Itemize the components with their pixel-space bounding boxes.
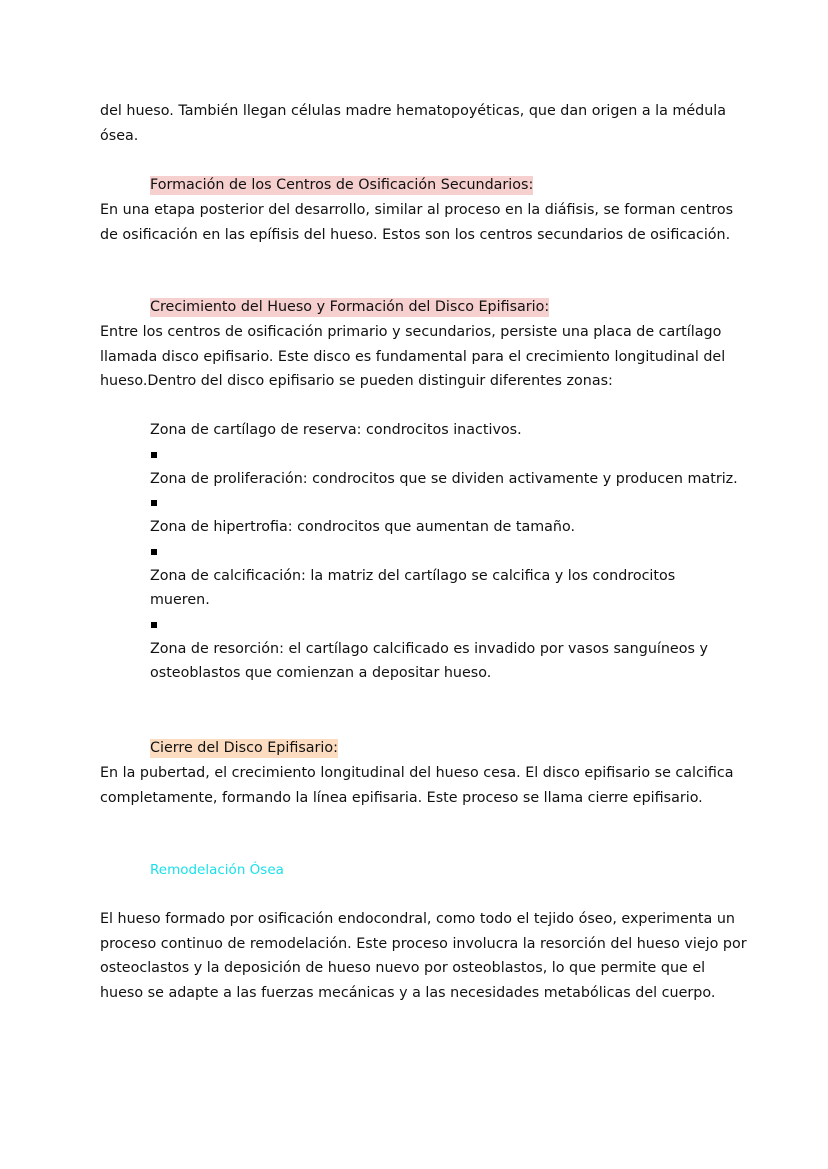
closure-heading — [150, 738, 338, 758]
list-item: Zona de calcificación: la matriz del cartílago se calcifica y los condrocitos mueren. — [150, 567, 676, 608]
remodeling-paragraph: El hueso formado por osificación endocondral, como todo el tejido óseo, experimenta un proceso continuo de remodelación. Este proceso involucra la resorción del hueso viejo por osteoclastos y la deposición de hueso nuevo por osteoblastos, lo que permite que el hueso se adapte a las fuerzas mecánicas y a las necesidades metabólicas del cuerpo. — [100, 911, 747, 1001]
intro-line-2: ósea. — [100, 127, 139, 144]
intro-line-1: del hueso. También llegan células madre hematopoyéticas, que dan origen a la médula — [100, 103, 726, 119]
intro-paragraph — [100, 99, 740, 148]
growth-heading-text: Crecimiento del Hueso y Formación del Disco Epifisario: — [150, 299, 550, 315]
bullet-icon — [151, 549, 157, 555]
bullet-icon — [151, 500, 157, 506]
list-item: Zona de hipertrofia: condrocitos que aumentan de tamaño. — [150, 519, 576, 535]
list-item: Zona de cartílago de reserva: condrocitos inactivos. — [150, 422, 522, 438]
secondary-centers-heading-text: Formación de los Centros de Osificación Secundarios: — [150, 177, 534, 193]
bullet-icon — [151, 622, 157, 628]
remodeling-heading: Remodelación Ósea — [150, 862, 284, 878]
secondary-centers-paragraph: En una etapa posterior del desarrollo, similar al proceso en la diáfisis, se forman centros de osificación en las epífisis del hueso. Estos son los centros secundarios de osificación. — [100, 202, 734, 243]
growth-paragraph: Entre los centros de osificación primario y secundarios, persiste una placa de cartílago llamada disco epifisario. Este disco es fundamental para el crecimiento longitudinal del hueso.Dentro del disco epifisario se pueden distinguir diferentes zonas: — [100, 324, 726, 389]
closure-paragraph: En la pubertad, el crecimiento longitudinal del hueso cesa. El disco epifisario se calcifica completamente, formando la línea epifisaria. Este proceso se llama cierre epifisario. — [100, 765, 734, 806]
growth-heading — [150, 297, 549, 317]
zones-list — [150, 418, 740, 686]
closure-heading-text: Cierre del Disco Epifisario: — [150, 740, 338, 756]
list-item: Zona de proliferación: condrocitos que se dividen activamente y producen matriz. — [150, 470, 738, 487]
bullet-icon — [151, 452, 157, 458]
list-item: Zona de resorción: el cartílago calcificado es invadido por vasos sanguíneos y osteoblastos que comienzan a depositar hueso. — [150, 640, 708, 681]
secondary-centers-heading — [150, 175, 533, 195]
